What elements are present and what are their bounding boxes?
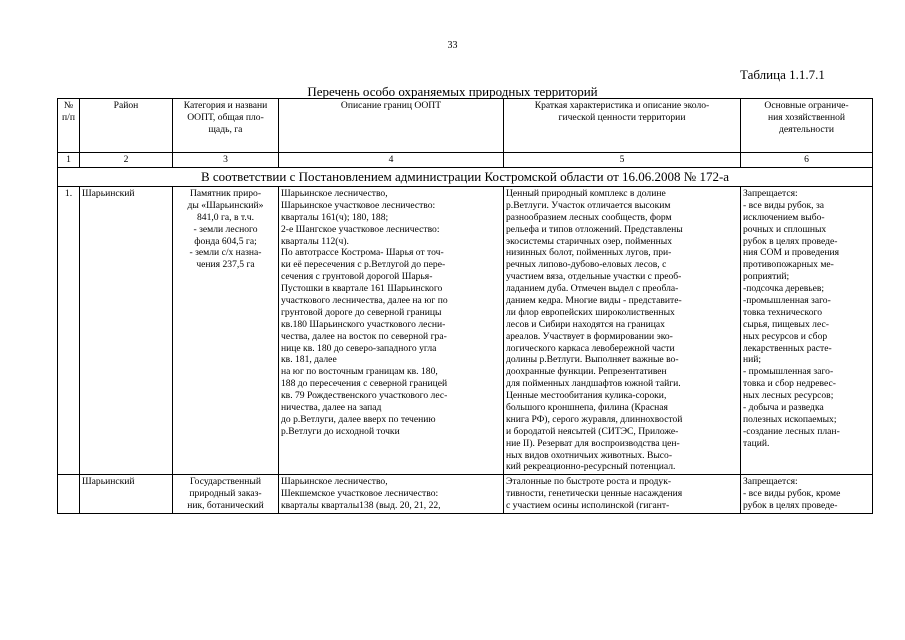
cell-text-line: Ценный природный комплекс в долине: [506, 188, 666, 199]
cell-text-line: и бородатой неясытей (СИТЭС, Приложе-: [506, 425, 679, 437]
column-number: 4: [279, 153, 504, 168]
table-label: Таблица 1.1.7.1: [740, 67, 825, 82]
cell-text-line: Шарьинское участковое лесничество:: [281, 199, 436, 211]
cell-text-line: - земли с/х назна-: [189, 247, 262, 259]
cell-text-line: 841,0 га, в т.ч.: [197, 211, 254, 223]
cell-text-line: ладанием дуба. Отмечен выдел с преобла-: [506, 283, 679, 295]
cell-text-line: нице кв. 180 до северо-западного угла: [281, 342, 437, 354]
table-row: [58, 475, 873, 514]
cell-text-line: Памятник приро-: [189, 188, 262, 199]
cell-text-line: долины р.Ветлуги. Выполняет важные во-: [506, 354, 679, 366]
cell-text-line: Шарьинское лесничество,: [281, 476, 388, 488]
row-number: 1.: [58, 187, 80, 475]
cell-text-line: участкового лесничества, далее на юг по: [281, 295, 448, 307]
cell-text-line: товка и сбор недревес-: [743, 378, 836, 390]
cell-text-line: Пустошки в квартале 161 Шарьинского: [281, 283, 443, 295]
category-cell: [173, 187, 279, 475]
cell-text-line: кв. 181, далее: [281, 354, 337, 366]
cell-text-line: участием вяза, отдельные участки с преоб-: [506, 271, 682, 283]
cell-text-line: р.Ветлуги. Участок отличается высоким: [506, 199, 671, 211]
cell-text-line: - добыча и разведка: [743, 402, 824, 414]
cell-text-line: книга РФ), серого журавля, длиннохвостой: [506, 413, 683, 425]
protected-areas-table: [57, 98, 873, 514]
header-cell-description: Краткая характеристика и описание эколо- гической ценности территории: [504, 99, 741, 153]
cell-text-line: полезных ископаемых;: [743, 413, 837, 425]
cell-text-line: - все виды рубок, за: [743, 199, 825, 211]
cell-text-line: ки её пересечения с р.Ветлугой до пере-: [281, 259, 446, 271]
cell-text-line: с участием осины исполинской (гигант-: [506, 500, 670, 512]
header-cell-num: № п/п: [58, 99, 80, 153]
section-row: [58, 167, 873, 186]
restrictions-cell: [741, 475, 873, 514]
cell-text-line: сырья, пищевых лес-: [743, 318, 829, 330]
column-number: 5: [504, 153, 741, 168]
cell-text-line: -создание лесных план-: [743, 425, 840, 437]
cell-text-line: По автотрассе Кострома- Шарья от точ-: [281, 247, 444, 259]
cell-text-line: противопожарных ме-: [743, 259, 834, 271]
cell-text-line: лесов и Сибири находятся на границах: [506, 318, 665, 330]
cell-text-line: кий рекреационно-ресурсный потенциал.: [506, 461, 676, 473]
cell-text-line: ний;: [743, 354, 762, 366]
header-cell-boundaries: Описание границ ООПТ: [279, 99, 504, 153]
cell-text-line: товка технического: [743, 306, 822, 318]
cell-text-line: Запрещается:: [743, 188, 798, 199]
column-number-row: [58, 153, 873, 168]
header-cell-restrictions: Основные ограничe- ния хозяйственной деятельности: [741, 99, 873, 153]
cell-text-line: кварталы кварталы138 (выд. 20, 21, 22,: [281, 500, 441, 512]
cell-text-line: речных липово-дубово-еловых лесов, с: [506, 259, 667, 271]
cell-text-line: -промышленная заго-: [743, 295, 831, 307]
header-cell-district: Район: [80, 99, 173, 153]
cell-text-line: -подсочка деревьев;: [743, 283, 825, 295]
cell-text-line: природный заказ-: [189, 488, 262, 500]
cell-text-line: роприятий;: [743, 271, 790, 283]
cell-text-line: ных ресурсов и сбор: [743, 330, 828, 342]
column-number: 1: [58, 153, 80, 168]
cell-text-line: Государственный: [189, 476, 262, 488]
cell-text-line: рочных и сплошных: [743, 223, 827, 235]
boundaries-cell: [279, 475, 504, 514]
boundaries-cell: [279, 187, 504, 475]
cell-text-line: большого кроншнепа, филина (Красная: [506, 402, 668, 414]
cell-text-line: Ценные местообитания кулика-сороки,: [506, 390, 667, 402]
cell-text-line: кварталы 112(ч).: [281, 235, 349, 247]
cell-text-line: фонда 604,5 га;: [194, 235, 257, 247]
cell-text-line: ды «Шарьинский»: [187, 199, 264, 211]
cell-text-line: логического каркаса левобережной части: [506, 342, 675, 354]
cell-text-line: чества, далее на восток по северной гра-: [281, 330, 447, 342]
cell-text-line: на юг по восточным границам кв. 180,: [281, 366, 438, 378]
table-row: [58, 187, 873, 475]
cell-text-line: ник, ботанический: [187, 500, 264, 512]
cell-text-line: чения 237,5 га: [196, 259, 255, 271]
cell-text-line: рубок в целях проведе-: [743, 235, 838, 247]
cell-text-line: разнообразием лесных сообществ, форм: [506, 211, 672, 223]
cell-text-line: 188 до пересечения с северной границей: [281, 378, 448, 390]
cell-text-line: ли флор европейских широколиственных: [506, 306, 675, 318]
cell-text-line: данием кедра. Многие виды - представите-: [506, 295, 682, 307]
cell-text-line: лекарственных расте-: [743, 342, 832, 354]
description-cell: [504, 475, 741, 514]
cell-text-line: ничества, далее на запад: [281, 402, 382, 414]
category-cell: [173, 475, 279, 514]
cell-text-line: тивности, генетически ценные насаждения: [506, 488, 683, 500]
cell-text-line: до р.Ветлуги, далее вверх по течению: [281, 413, 436, 425]
column-number: 6: [741, 153, 873, 168]
cell-text-line: Запрещается:: [743, 476, 798, 488]
cell-text-line: экосистемы старичных озер, пойменных: [506, 235, 673, 247]
cell-text-line: - все виды рубок, кроме: [743, 488, 841, 500]
cell-text-line: для пойменных ландшафтов южной тайги.: [506, 378, 681, 390]
cell-text-line: рубок в целях проведе-: [743, 500, 838, 512]
row-number: [58, 475, 80, 514]
cell-text-line: рельефа и типов отложений. Представлены: [506, 223, 683, 235]
cell-text-line: кварталы 161(ч); 180, 188;: [281, 211, 389, 223]
cell-text-line: грунтовой дороге до северной границы: [281, 306, 442, 318]
header-cell-category: Категория и названи ООПТ, общая пло- щадь, га: [173, 99, 279, 153]
cell-text-line: Шарьинское лесничество,: [281, 188, 388, 199]
cell-text-line: ных видов охотничьих животных. Высо-: [506, 449, 673, 461]
district-cell: Шарьинский: [80, 187, 173, 475]
cell-text-line: ние II). Резерват для воспроизводства цен-: [506, 437, 680, 449]
cell-text-line: Эталонные по быстроте роста и продук-: [506, 476, 672, 488]
cell-text-line: ных лесных ресурсов;: [743, 390, 834, 402]
cell-text-line: Шекшемское участковое лесничество:: [281, 488, 439, 500]
cell-text-line: р.Ветлуги до исходной точки: [281, 425, 400, 437]
district-cell: Шарьинский: [80, 475, 173, 514]
cell-text-line: ареалов. Участвует в формировании эко-: [506, 330, 673, 342]
cell-text-line: исключением выбо-: [743, 211, 825, 223]
column-number: 3: [173, 153, 279, 168]
section-title: В соответствии с Постановлением администрации Костромской области от 16.06.2008 № 172-а: [58, 167, 873, 186]
page-number: 33: [447, 40, 458, 51]
cell-text-line: таций.: [743, 437, 770, 449]
cell-text-line: 2-е Шангское участковое лесничество:: [281, 223, 440, 235]
cell-text-line: сечения с грунтовой дорогой Шарья-: [281, 271, 433, 283]
cell-text-line: кв. 79 Рождественского участкового лес-: [281, 390, 448, 402]
column-number: 2: [80, 153, 173, 168]
table-title: Перечень особо охраняемых природных территорий: [307, 84, 598, 99]
cell-text-line: - земли лесного: [193, 223, 258, 235]
restrictions-cell: [741, 187, 873, 475]
cell-text-line: доохранные функции. Репрезентативен: [506, 366, 667, 378]
cell-text-line: ния СОМ и проведения: [743, 247, 840, 259]
cell-text-line: кв.180 Шарьинского участкового лесни-: [281, 318, 446, 330]
description-cell: [504, 187, 741, 475]
cell-text-line: низинных болот, пойменных лугов, при-: [506, 247, 672, 259]
header-row: [58, 99, 873, 153]
cell-text-line: - промышленная заго-: [743, 366, 834, 378]
